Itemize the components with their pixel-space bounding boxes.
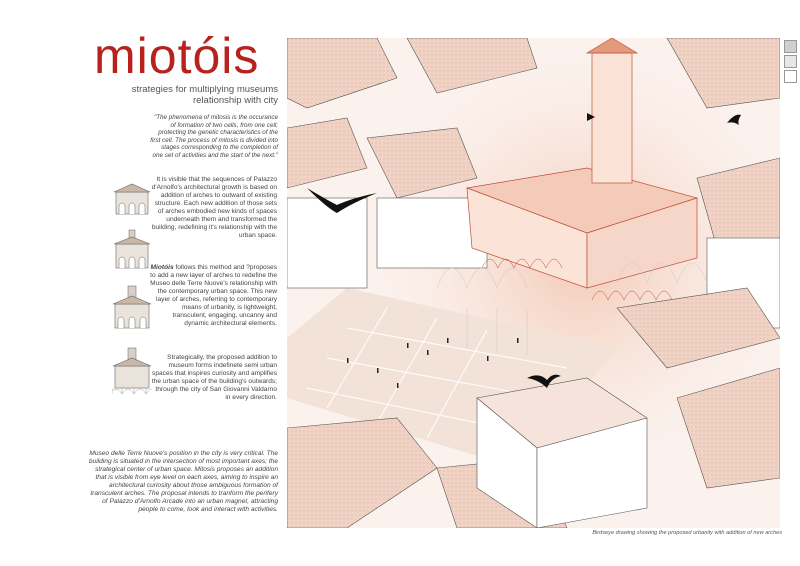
swatch-dark xyxy=(784,40,797,53)
building-stage-2-thumbnail xyxy=(112,226,152,278)
project-title: miotóis xyxy=(94,28,260,84)
paragraph-position: Museo delle Terre Nuove's position in the city is very critical. The building is situated in the intersection of most important axes; the strategical center of urban space. Mitosis proposes an addition that is visible from eye level on each axes, aiming to inspire an architectural curiosity about those ambiguous formation of transculent arches. The proposal intends to tranform the perifery of Palazzo d'Arnolfo Arcade into an urban magnet, attracting people to come, look and interact with activities. xyxy=(88,450,278,513)
paragraph-proposal-lead: Miotóis xyxy=(150,264,174,271)
swatch-light xyxy=(784,55,797,68)
swatch-white xyxy=(784,70,797,83)
drawing-caption: Birdseye drawing showing the proposed urbanity with addition of new arches xyxy=(592,530,782,536)
mitosis-quote: "The phenomena of mitosis is the occurance of formation of two cells, from one cell; protecting the genetic characteristics of the first cell. The process of mitosis is divided into stages corresponding to the completion of one set of activities and the start of the next." xyxy=(150,114,278,159)
paragraph-proposal xyxy=(150,264,277,328)
building-stage-4-thumbnail xyxy=(112,346,152,398)
building-stage-3-thumbnail xyxy=(112,284,152,336)
paragraph-proposal-body: follows this method and ?proposes to add a new layer of arches to redefine the Museo delle Terre Nuove's relationship with the contemporary urban space. This new layer of arches, referring to contemporary means of urbanity, is lightweight, transculent, engaging, uncanny and dynamic architectural elements. xyxy=(150,264,277,327)
building-stage-1-thumbnail xyxy=(112,172,152,224)
paragraph-strategy: Strategically, the proposed addition to museum forms indefinete semi urban spaces that inspires curiosity and amplifies the urban space of the building's outwards; through the city of San Giovanni Valdarno in every direction. xyxy=(151,354,277,401)
birdseye-drawing xyxy=(287,38,780,528)
paragraph-growth: It is visible that the sequences of Palazzo d'Arnolfo's architectural growth is based on addition of arches to outward of existing structure. Each new addition of those sets of arches embodied new kinds of spaces underneath them and transformed the building, redefining it's relationship with the urban space. xyxy=(151,176,277,239)
project-subtitle: strategies for multiplying museums relationship with city xyxy=(131,84,278,106)
